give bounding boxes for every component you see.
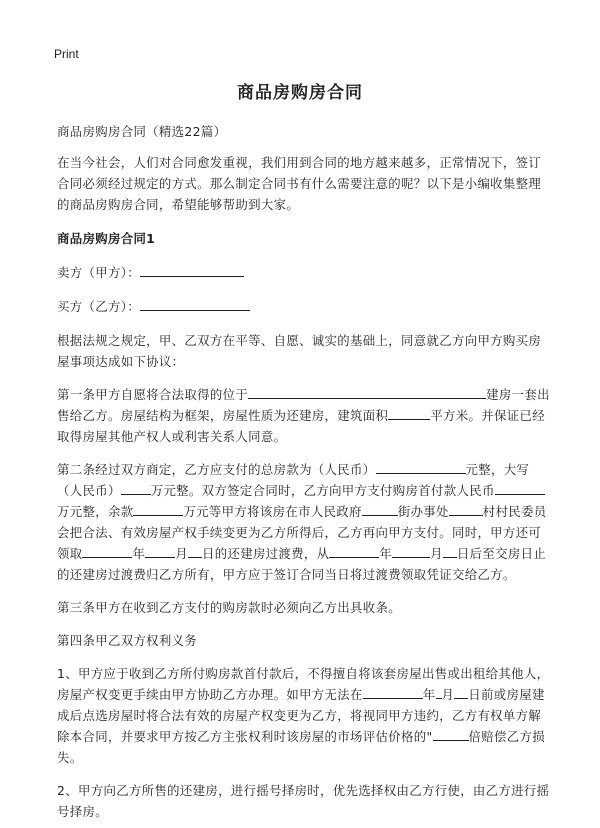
article-2-text: 街办事处 xyxy=(397,504,449,519)
buyer-blank xyxy=(140,297,250,311)
document-body xyxy=(57,121,552,822)
preamble: 根据法规之规定，甲、乙双方在平等、自愿、诚实的基础上，同意就乙方向甲方购买房屋事项达成如下协议： xyxy=(57,333,542,369)
article-2-text: 万元整。双方签定合同时，乙方向甲方支付购房首付款人民币 xyxy=(150,483,495,498)
from-month-blank xyxy=(392,544,430,558)
balance-blank xyxy=(133,502,183,516)
down-payment-blank xyxy=(495,481,545,495)
from-day-blank xyxy=(443,544,457,558)
article-4-text: 月 xyxy=(441,687,455,702)
article-1-text: 第一条甲方自愿将合法取得的位于 xyxy=(57,387,249,402)
article-4-heading: 第四条甲乙双方权利义务 xyxy=(57,633,198,648)
transition-month-blank xyxy=(145,544,175,558)
article-2-text: 年 xyxy=(132,546,146,561)
article-2 xyxy=(57,459,552,585)
transition-day-blank xyxy=(188,544,202,558)
article-2-text: 月 xyxy=(175,546,188,561)
deadline-day-blank xyxy=(454,685,468,699)
article-1-text: 平方米。并保证已经取得房屋其他产权人或利害关系人同意。 xyxy=(57,408,545,444)
seller-label: 卖方（甲方）： xyxy=(57,265,140,280)
article-4-item-1 xyxy=(57,663,552,768)
street-office-blank xyxy=(362,502,398,516)
article-2-text: 日的还建房过渡费，从 xyxy=(201,546,330,561)
area-blank xyxy=(388,406,430,420)
article-2-text: 万元整，余款 xyxy=(57,504,134,519)
print-link[interactable]: Print xyxy=(54,47,79,61)
seller-line xyxy=(57,262,552,283)
total-price-blank xyxy=(376,460,466,474)
seller-blank xyxy=(140,263,244,277)
article-2-text: 第二条经过双方商定，乙方应支付的总房款为（人民币） xyxy=(57,462,376,477)
article-1 xyxy=(57,384,552,447)
buyer-line xyxy=(57,296,552,317)
page-title: 商品房购房合同 xyxy=(237,83,363,103)
from-year-blank xyxy=(329,544,379,558)
article-4-text: 倍赔偿乙方损失。 xyxy=(57,729,545,765)
article-4-text: 1、甲方应于收到乙方所付购房款首付款后，不得擅自将该套房屋出售或出租给其他人，房屋产权变更手续由甲方协助乙方办理。如甲方无法在 xyxy=(57,666,550,702)
deadline-year-blank xyxy=(363,685,423,699)
article-4-item-2: 2、甲方向乙方所售的还建房，进行摇号择房时，优先选择权由乙方行使，由乙方进行摇号择房。 xyxy=(57,783,550,819)
buyer-label: 买方（乙方）： xyxy=(57,299,140,314)
article-2-text: 日后至交房日止的还建房过渡费归乙方所有，甲方应于签订合同当日将过渡费领取凭证交给乙方。 xyxy=(57,546,547,582)
article-3: 第三条甲方在收到乙方支付的购房款时必须向乙方出具收条。 xyxy=(57,600,401,615)
article-4-text: 日前或房屋建成后点选房屋时将合法有效的房屋产权变更为乙方，将视同甲方违约，乙方有权单方解除本合同，并要求甲方按乙方主张权利时该房屋的市场评估价格的" xyxy=(57,687,545,744)
intro-paragraph: 在当今社会，人们对合同愈发重视，我们用到合同的地方越来越多，正常情况下，签订合同必须经过规定的方式。那么制定合同书有什么需要注意的呢？以下是小编收集整理的商品房购房合同，希望能够帮助到大家。 xyxy=(57,155,542,212)
collection-title: 商品房购房合同（精选22篇） xyxy=(57,124,227,139)
article-2-text: 月 xyxy=(430,546,443,561)
article-4-text: 年 xyxy=(422,687,436,702)
article-1-text: 建房一套出售给乙方。房屋结构为框架，房屋性质为还建房，建筑面积 xyxy=(57,387,550,423)
article-2-text: 元整，大写（人民币） xyxy=(57,462,530,498)
transition-year-blank xyxy=(82,544,132,558)
compensation-multiple-blank xyxy=(433,727,469,741)
article-2-text: 村村民委员会把合法、有效房屋产权手续变更为乙方所得后，乙方再向甲方支付。同时，甲方还可领取 xyxy=(57,504,547,561)
article-2-text: 年 xyxy=(379,546,393,561)
village-blank xyxy=(449,502,483,516)
total-price-words-blank xyxy=(121,481,151,495)
article-2-text: 万元等甲方将该房在市人民政府 xyxy=(183,504,362,519)
contract-heading: 商品房购房合同1 xyxy=(57,231,156,246)
location-blank xyxy=(248,385,486,399)
